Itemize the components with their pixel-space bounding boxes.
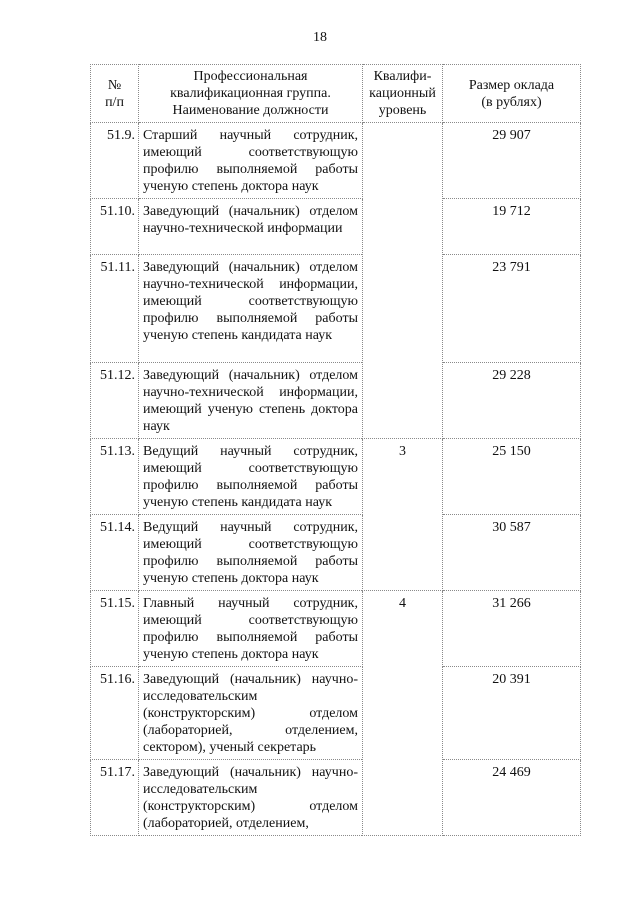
qualification-level-cell	[363, 123, 443, 439]
position-name: Заведующий (начальник) научно-исследовательским (конструкторским) отделом (лабораторией, отделением,	[139, 760, 363, 836]
salary-value: 25 150	[443, 439, 581, 515]
table-row	[91, 515, 581, 591]
row-number: 51.10.	[91, 199, 139, 255]
row-number: 51.9.	[91, 123, 139, 199]
position-name: Главный научный сотрудник, имеющий соответствующую профилю выполняемой работы ученую степень доктора наук	[139, 591, 363, 667]
position-name: Ведущий научный сотрудник, имеющий соответствующую профилю выполняемой работы ученую степень доктора наук	[139, 515, 363, 591]
table-header-row	[91, 65, 581, 123]
position-name: Заведующий (начальник) отделом научно-технической информации, имеющий ученую степень доктора наук	[139, 363, 363, 439]
table-row	[91, 255, 581, 363]
header-salary: Размер оклада (в рублях)	[443, 65, 581, 123]
row-number: 51.17.	[91, 760, 139, 836]
row-number: 51.13.	[91, 439, 139, 515]
row-number: 51.15.	[91, 591, 139, 667]
salary-value: 29 907	[443, 123, 581, 199]
salary-value: 23 791	[443, 255, 581, 363]
salary-table	[90, 64, 581, 836]
table-row	[91, 439, 581, 515]
table-row	[91, 591, 581, 667]
table-row	[91, 123, 581, 199]
qualification-level: 4	[363, 591, 443, 836]
salary-value: 29 228	[443, 363, 581, 439]
page-number: 18	[313, 30, 327, 45]
salary-value: 30 587	[443, 515, 581, 591]
table-row	[91, 667, 581, 760]
position-name: Заведующий (начальник) отделом научно-технической информации	[139, 199, 363, 255]
row-number: 51.14.	[91, 515, 139, 591]
header-position: Профессиональная квалификационная группа. Наименование должности	[139, 65, 363, 123]
table-row	[91, 199, 581, 255]
position-name: Ведущий научный сотрудник, имеющий соответствующую профилю выполняемой работы ученую степень кандидата наук	[139, 439, 363, 515]
salary-value: 19 712	[443, 199, 581, 255]
row-number: 51.12.	[91, 363, 139, 439]
position-name: Старший научный сотрудник, имеющий соответствующую профилю выполняемой работы ученую степень доктора наук	[139, 123, 363, 199]
qualification-level: 3	[363, 439, 443, 591]
row-number: 51.16.	[91, 667, 139, 760]
header-level: Квалифи- кационный уровень	[363, 65, 443, 123]
table-row	[91, 760, 581, 836]
header-number: № п/п	[91, 65, 139, 123]
position-name: Заведующий (начальник) отделом научно-технической информации, имеющий соответствующую профилю выполняемой работы ученую степень кандидата наук	[139, 255, 363, 363]
table-row	[91, 363, 581, 439]
row-number: 51.11.	[91, 255, 139, 363]
salary-value: 24 469	[443, 760, 581, 836]
position-name: Заведующий (начальник) научно-исследовательским (конструкторским) отделом (лабораторией, отделением, сектором), ученый секретарь	[139, 667, 363, 760]
salary-value: 31 266	[443, 591, 581, 667]
salary-value: 20 391	[443, 667, 581, 760]
